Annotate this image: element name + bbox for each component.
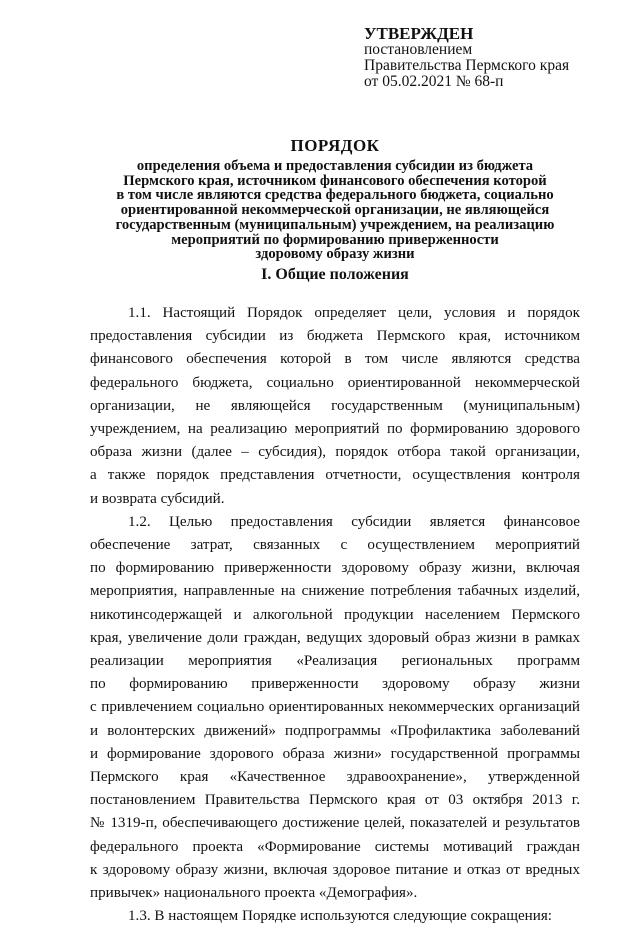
paragraph-line: федерального проекта «Формирование системы мотиваций граждан bbox=[90, 838, 580, 855]
subtitle-line: ориентированной некоммерческой организации, не являющейся bbox=[120, 202, 550, 219]
paragraph-line: и формирование здорового образа жизни» государственной программы bbox=[90, 745, 580, 762]
section-heading: I. Общие положения bbox=[261, 266, 409, 283]
paragraph-line: и волонтерских движений» подпрограммы «Профилактика заболеваний bbox=[90, 722, 580, 739]
paragraph-line: реализации мероприятия «Реализация региональных программ bbox=[90, 653, 580, 670]
approval-title: УТВЕРЖДЕН bbox=[364, 24, 474, 43]
paragraph-line: мероприятия, направленные на снижение потребления табачных изделий, bbox=[90, 583, 580, 600]
subtitle-line: мероприятий по формированию приверженности bbox=[171, 231, 499, 248]
paragraph-line: организации, не являющейся государственным (муниципальным) bbox=[90, 397, 580, 414]
paragraph-line: предоставления субсидии из бюджета Пермского края, источником bbox=[90, 328, 580, 345]
approval-line: постановлением bbox=[364, 41, 473, 58]
subtitle-line: здоровому образу жизни bbox=[255, 246, 415, 263]
approval-stamp bbox=[364, 26, 569, 90]
paragraph-line: 1.3. В настоящем Порядке используются следующие сокращения: bbox=[128, 908, 552, 925]
paragraph-line: федерального бюджета, социально ориентированной некоммерческой bbox=[90, 374, 580, 391]
paragraph-line: края, увеличение доли граждан, ведущих здоровый образ жизни в рамках bbox=[90, 629, 580, 646]
paragraph-line: обеспечение затрат, связанных с осуществлением мероприятий bbox=[90, 537, 580, 554]
paragraph-line: учреждением, на реализацию мероприятий по формированию здорового bbox=[90, 421, 580, 438]
document-title: ПОРЯДОК bbox=[290, 136, 380, 155]
paragraph-line: финансового обеспечения которой в том числе являются средства bbox=[90, 351, 580, 368]
paragraph-line: никотинсодержащей и алкогольной продукции населением Пермского bbox=[90, 606, 580, 623]
approval-line: Правительства Пермского края bbox=[364, 57, 570, 74]
paragraph-line: с привлечением социально ориентированных некоммерческих организаций bbox=[90, 699, 580, 716]
paragraph-line: привычек» национального проекта «Демография». bbox=[90, 885, 418, 902]
paragraph-line: а также порядок представления отчетности, осуществления контроля bbox=[90, 467, 580, 484]
paragraph-line: № 1319-п, обеспечивающего достижение целей, показателей и результатов bbox=[90, 815, 580, 832]
paragraph-line: 1.2. Целью предоставления субсидии является финансовое bbox=[128, 513, 580, 530]
subtitle-line: определения объема и предоставления субсидии из бюджета bbox=[136, 158, 534, 174]
paragraph-line: к здоровому образу жизни, включая здоровое питание и отказ от вредных bbox=[90, 861, 580, 878]
approval-line: от 05.02.2021 № 68-п bbox=[364, 73, 504, 90]
paragraph-line: и возврата субсидий. bbox=[90, 490, 225, 507]
paragraph-line: постановлением Правительства Пермского края от 03 октября 2013 г. bbox=[90, 792, 580, 809]
subtitle-line: в том числе являются средства федерального бюджета, социально bbox=[116, 187, 554, 204]
paragraph-line: по формированию приверженности здоровому образу жизни bbox=[90, 676, 580, 693]
document-body bbox=[90, 302, 580, 928]
paragraph-line: по формированию приверженности здоровому образу жизни, включая bbox=[90, 560, 580, 577]
paragraph-line: образа жизни (далее – субсидия), порядок отбора такой организации, bbox=[90, 444, 580, 461]
document-subtitle bbox=[90, 159, 580, 262]
paragraph-line: 1.1. Настоящий Порядок определяет цели, условия и порядок bbox=[128, 305, 580, 321]
paragraph-line: Пермского края «Качественное здравоохранение», утвержденной bbox=[90, 769, 580, 786]
subtitle-line: Пермского края, источником финансового обеспечения которой bbox=[123, 172, 547, 189]
subtitle-line: государственным (муниципальным) учреждением, на реализацию bbox=[115, 216, 555, 233]
